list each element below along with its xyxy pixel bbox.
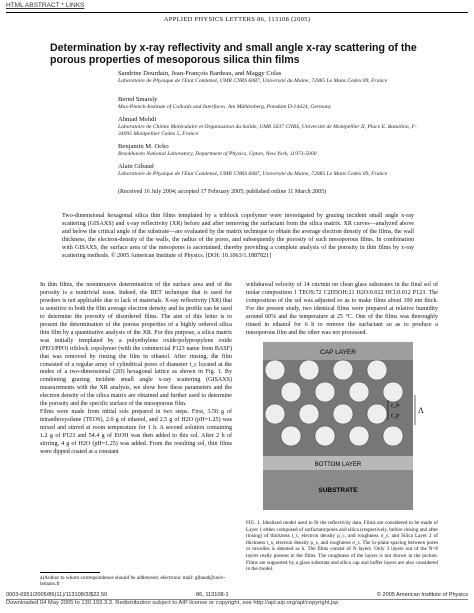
journal-line: APPLIED PHYSICS LETTERS 86, 113108 (2005)	[163, 16, 311, 23]
footnote-rule	[40, 572, 100, 573]
footnote: a)Author to whom correspondence should be addressed; electronic mail: gibaud@univ-lemans.fr	[40, 575, 226, 588]
tp-label: t_p	[391, 412, 400, 419]
bottom-layer-label: BOTTOM LAYER	[314, 462, 362, 468]
pore	[349, 426, 369, 446]
affiliation-1: Laboratoire de Physique de l'Etat Condensé, UMR CNRS 6087, Université du Maine, 72085 Le Mans Cedex 09, France	[118, 78, 388, 84]
pore	[281, 426, 301, 446]
header-links[interactable]: HTML ABSTRACT * LINKS	[6, 2, 85, 9]
pore	[265, 360, 285, 380]
cap-layer-label: CAP LAYER	[320, 349, 356, 356]
author-2: Bernd Smarsly	[118, 96, 158, 103]
figure-1-caption: FIG. 1. Idealized model used to fit the reflectivity data. Films are considered to be made of Layer 1 either composed of surfactant/pores and silica (respectively, before rinsing and after rinsing) of thickness t_c, electron density ρ_c, and roughness σ_c, and Silica Layer 2 of thickness t_s, electron density ρ_s, and roughness σ_s. The in-plane spacing between pores or micelles is denoted as h. The films consist of N layers. Only 3 layers out of the N=8 layers really present in the films. The roughness of the layers is not shown in the picture. Films are supported by a glass substrate and silica cap and buffer layers are also considered in the model.	[246, 520, 438, 573]
footer-copyright: © 2005 American Institute of Physics	[376, 592, 468, 598]
pore	[315, 426, 335, 446]
header-rule	[6, 12, 468, 13]
lambda-label: Λ	[418, 406, 424, 415]
figure-1-model	[255, 340, 431, 515]
pore	[367, 404, 387, 424]
pore	[333, 360, 353, 380]
affiliation-4: Brookhaven National Laboratory, Department of Physics, Upton, New York, 11973-5000	[118, 151, 317, 157]
pore	[299, 404, 319, 424]
footer-code: 0003-6951/2005/86(11)/113108/3/$22.50	[6, 592, 108, 598]
author-3: Ahmad Mehdi	[118, 116, 157, 123]
pore	[383, 426, 403, 446]
body-left-column: In thin films, the nonintrusive determination of the surface area and of the porosity is a nontrivial issue. Indeed, the BET technique that is used for powders is not applicable due to lack of materials. X-ray reflectivity (XR) that is sensitive to both the film average electron density and its profile can be used to determine the porosity of disordered films. The aim of this letter is to present the determination of the porous properties of a highly ordered silica thin film by a quantitative analysis of the XR. For this purpose, a silica matrix was initially templated by a polyethylene oxide/polypropylene oxide (PEO/PPO) triblock copolymer (with the commercial P123 name from BASF) that was removed by rinsing the film in ethanol. After rinsing, the film consisted of a regular array of cylindrical pores of diameter t_c located at the nodes of a two-dimensional (2D) hexagonal lattice as shown in Fig. 1. By combining grazing incident small angle x-ray scattering (GISAXS) measurements with the XR analysis, we show how these parameters and the electron density of the silica matrix are obtained and further used to determine the porosity and the specific surface of the mesoporous film. Films were made from initial sols prepared in two steps. First, 3.50 g of tetraethoxysilane (TEOS), 2.0 g of ethanol, and 2.5 g of H2O (pH=1.25) was mixed and stirred at room temperature for 1 h. A second solution containing 1.2 g of P123 and 54.4 g of EtOH was then added to this sol. After 2 h of stirring, 4 g of H2O (pH=1.25) was added. From the resulting sol, thin films were dipped coated at a constant	[40, 282, 232, 456]
author-1: Sandrine Dourdain, Jean-François Bardeau, and Maggy Colas	[118, 70, 282, 77]
pore	[349, 382, 369, 402]
author-4: Benjamin M. Ocko	[118, 143, 169, 150]
tb-label: t_b	[391, 402, 400, 409]
pore	[367, 360, 387, 380]
body-right-column: withdrawal velocity of 14 cm/min on clean glass substrates in the final sol of molar composition 1 TEOS:72 C2H5OH:21 H2O:0.022 HCl:0.012 P123. The composition of the sol was adjusted so as to make films about 100 nm thick. For the present study, two identical films were prepared at relative humidity around 60% and the temperature at 25 °C. One of the films was thoroughly rinsed in ethanol for 6 h to remove the surfactant so as to produce a mesoporous film and the other was not processed.	[246, 282, 438, 336]
download-notice[interactable]: Downloaded 04 May 2005 to 130.193.3.3. Redistribution subject to AIP license or copyright, see http://apl.aip.org/apl/copyright.jsp	[6, 600, 339, 606]
pore	[315, 382, 335, 402]
pore	[281, 382, 301, 402]
paper-title: Determination by x-ray reflectivity and small angle x-ray scattering of the porous properties of mesoporous silica thin films	[50, 42, 417, 66]
pore	[383, 382, 403, 402]
affiliation-3: Laboratoire de Chimie Moléculaire et Organisation du Solide, UMR 5637 CNRS, Université de Montpellier II, Place E. Bataillon, F-34095 Montpellier Cedex 5, France	[118, 124, 417, 137]
author-5: Alain Gibaud	[118, 163, 154, 170]
pore	[265, 404, 285, 424]
received-dates: (Received 16 July 2004; accepted 17 February 2005; published online 11 March 2005)	[118, 189, 327, 195]
pore	[333, 404, 353, 424]
footer-page: 86, 113108-1	[196, 592, 229, 598]
abstract: Two-dimensional hexagonal silica thin films templated by a triblock copolymer were investigated by grazing incident small angle x-ray scattering (GISAXS) and x-ray reflectivity (XR) before and after removing the surfactant from the silica matrix. XR curves—analyzed above and below the critical angle of the substrate—are evaluated by the matrix technique to obtain the average electron density of the films, the wall thickness, the electron-density of the walls, the radius of the pores, and subsequently the porosity of such mesoporous films. In combination with GISAXS, the surface area of the mesopores is ascertained, thereby providing a complete analysis of the porosity in thin films by x-ray scattering methods. © 2005 American Institute of Physics. [DOI: 10.1063/1.1887821]	[62, 213, 414, 259]
pore	[299, 360, 319, 380]
affiliation-2: Max-Planck-Institute of Colloids and Interfaces, Am Mühlenberg, Potsdam D-14424, Germany	[118, 104, 332, 110]
affiliation-5: Laboratoire de Physique de l'Etat Condensé, UMR CNRS 6087, Université du Maine, 72085 Le Mans Cedex 09, France	[118, 171, 388, 177]
substrate-label: SUBSTRATE	[318, 487, 358, 494]
